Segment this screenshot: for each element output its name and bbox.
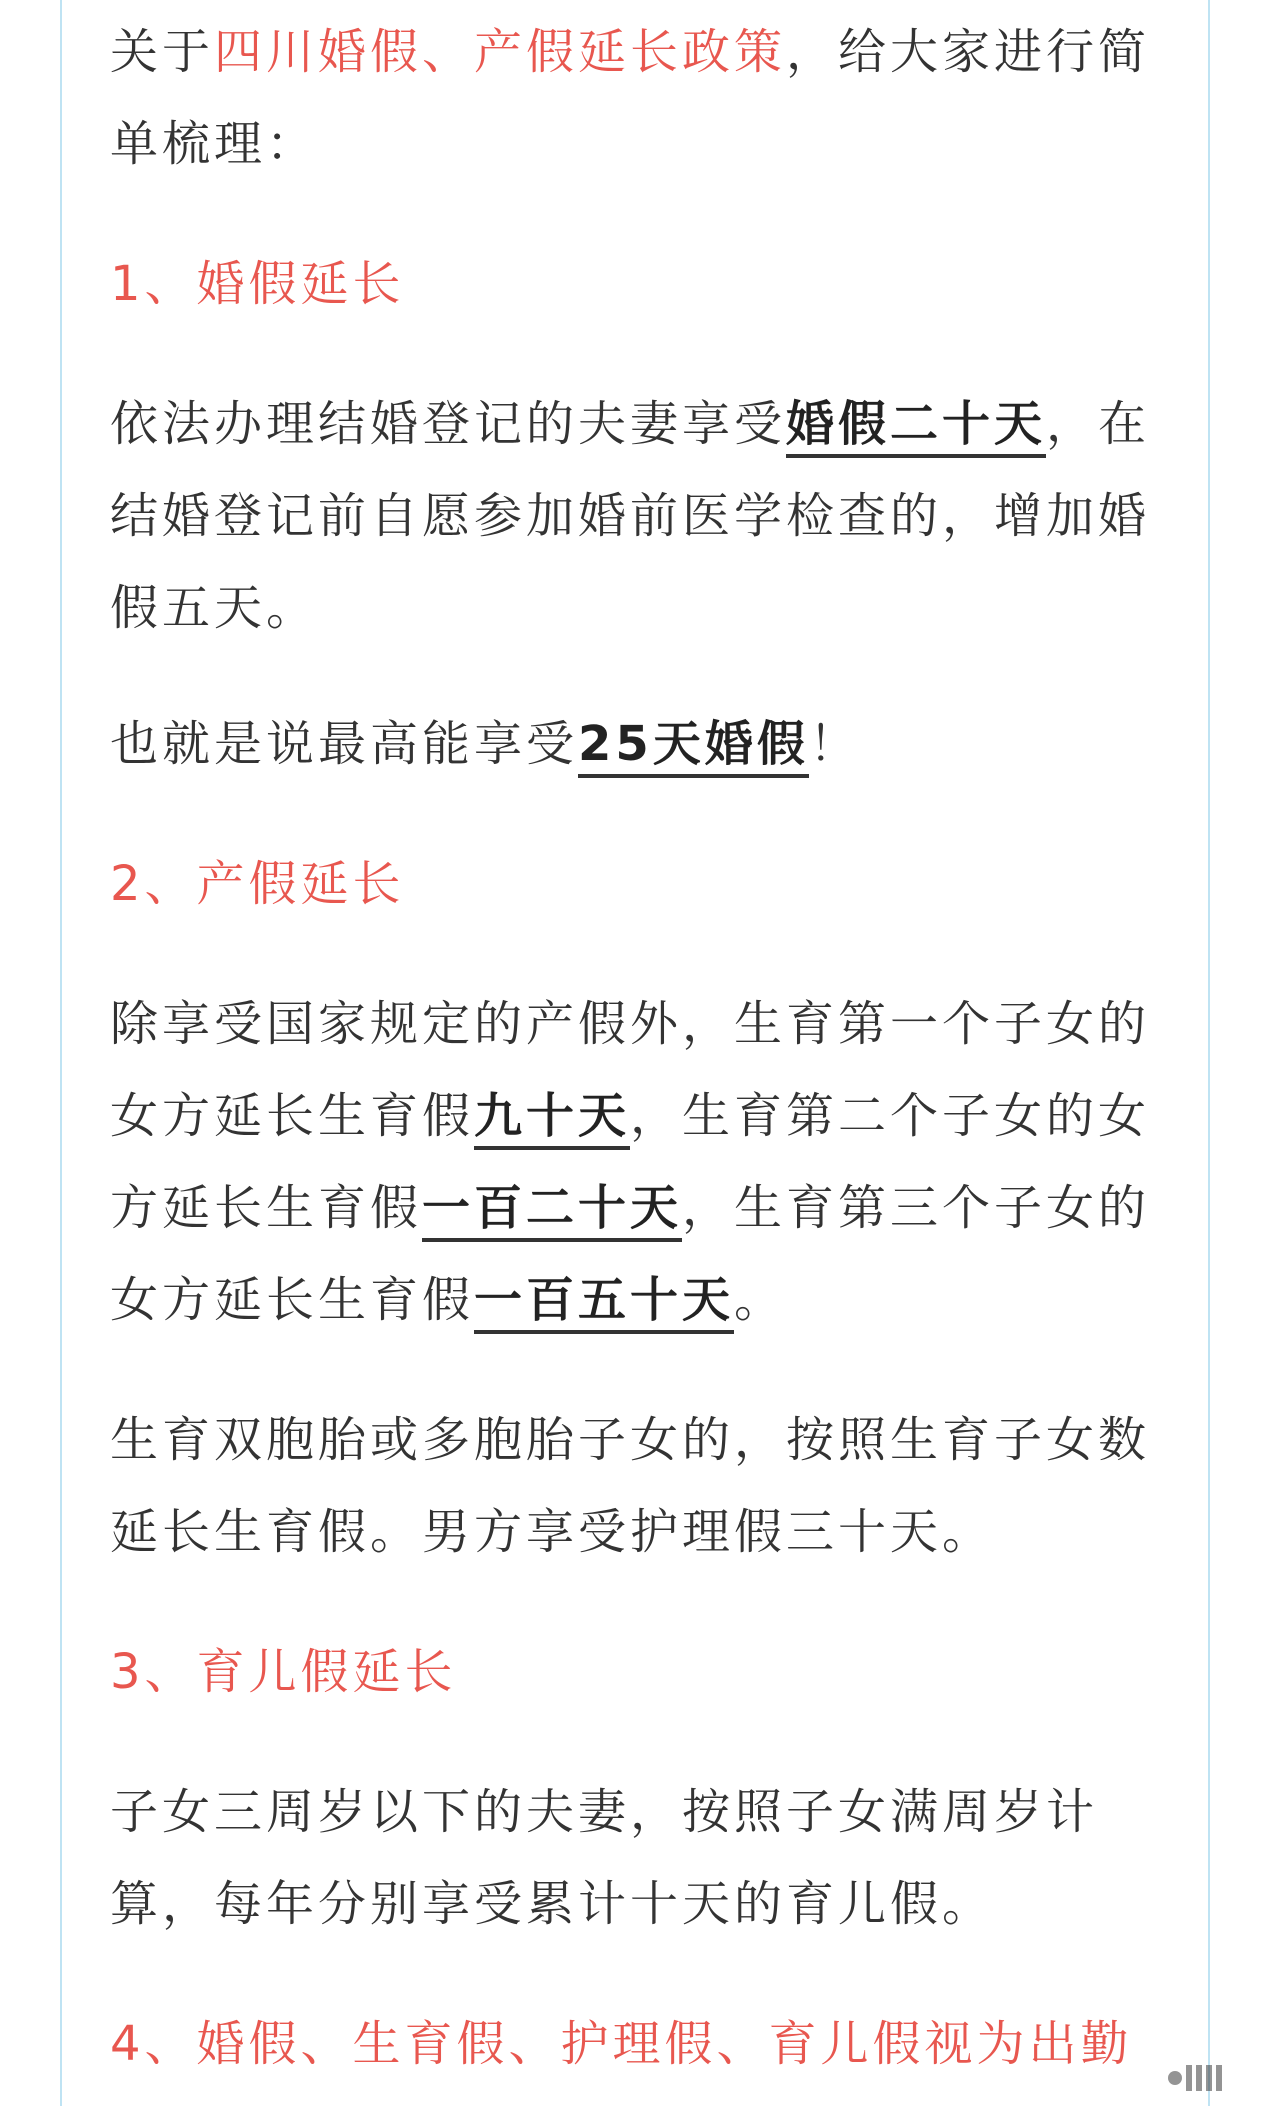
multiple-births-paragraph: 生育双胞胎或多胞胎子女的，按照生育子女数延长生育假。男方享受护理假三十天。	[110, 1412, 1151, 1560]
text: ，在结婚登记前自愿参加婚前医学检查的，增加婚假五天。	[110, 396, 1151, 636]
text: 依法办理结婚登记的夫妻享受	[110, 396, 787, 452]
watermark-bar	[1196, 2065, 1202, 2091]
text: ，生育第三个子女的女方延长生育假	[110, 1180, 1151, 1328]
section-heading-attendance: 4、婚假、生育假、护理假、育儿假视为出勤	[110, 2016, 1133, 2072]
section-heading-childcare-leave: 3、育儿假延长	[110, 1644, 457, 1700]
intro-paragraph	[110, 6, 1170, 190]
text: ，生育第二个子女的女方延长生育假	[110, 1088, 1151, 1236]
text: ！	[808, 716, 861, 772]
watermark-bar	[1186, 2065, 1192, 2091]
text: 除享受国家规定的产假外，生育第一个子女的女方延长生育假	[110, 996, 1151, 1144]
maternity-leave-paragraph	[110, 978, 1170, 1346]
emphasis-third-child-days: 一百五十天	[474, 1272, 734, 1334]
section-heading-maternity-leave: 2、产假延长	[110, 856, 405, 912]
emphasis-first-child-days: 九十天	[474, 1088, 630, 1150]
text: 也就是说最高能享受	[110, 716, 579, 772]
section-heading-marriage-leave: 1、婚假延长	[110, 256, 405, 312]
watermark-bar	[1206, 2065, 1212, 2091]
intro-highlight: 四川婚假、产假延长政策	[214, 24, 787, 80]
intro-text-after: ，给大家进行简单梳理：	[110, 24, 1151, 172]
emphasis-second-child-days: 一百二十天	[422, 1180, 682, 1242]
emphasis-marriage-leave-days: 婚假二十天	[786, 396, 1046, 458]
childcare-leave-paragraph: 子女三周岁以下的夫妻，按照子女满周岁计算，每年分别享受累计十天的育儿假。	[110, 1784, 1099, 1932]
marriage-leave-summary	[110, 698, 1170, 790]
weibo-watermark-icon	[1072, 2052, 1222, 2104]
article-body	[110, 0, 1170, 2090]
watermark-bar	[1216, 2065, 1222, 2091]
text: 。	[734, 1272, 787, 1328]
emphasis-max-marriage-leave: 25天婚假	[578, 716, 809, 778]
intro-text-before: 关于	[110, 24, 215, 80]
watermark-dot	[1168, 2071, 1182, 2085]
marriage-leave-paragraph	[110, 378, 1170, 654]
